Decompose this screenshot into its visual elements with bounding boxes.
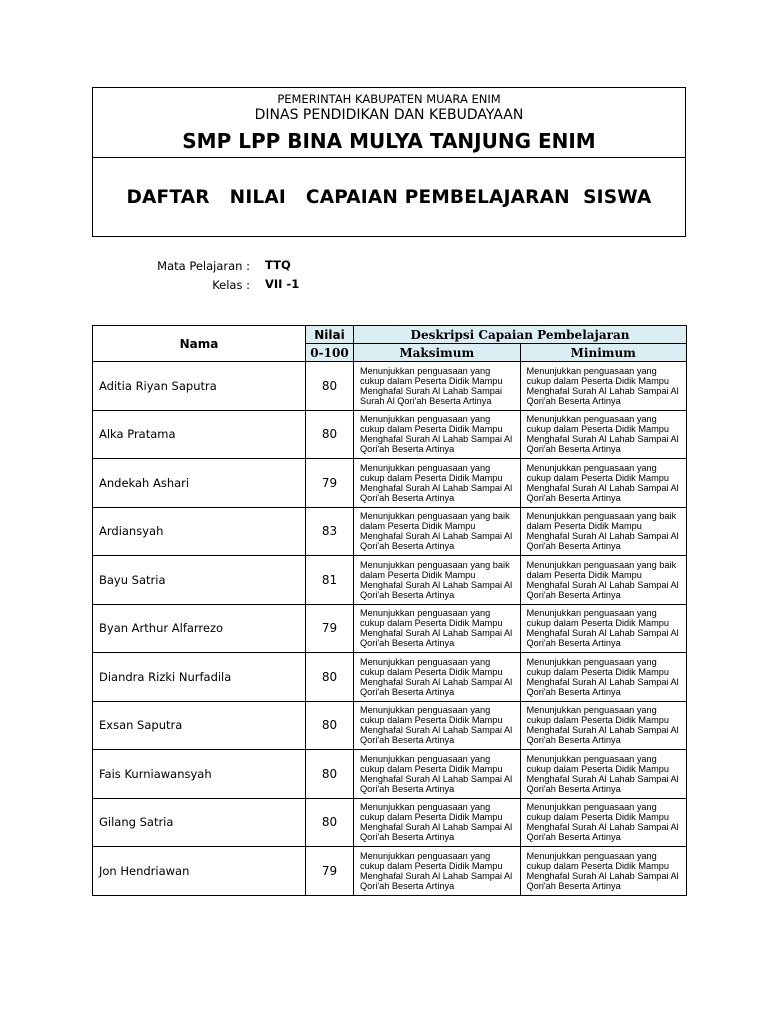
column-header-max: Maksimum — [354, 344, 521, 362]
description-min: Menunjukkan penguasaan yang cukup dalam Peserta Didik Mampu Menghafal Surah Al Lahab Sampai Al Qori'ah Beserta Artinya — [520, 847, 687, 896]
student-score: 80 — [306, 798, 354, 847]
student-name: Alka Pratama — [93, 410, 306, 459]
column-header-score-range: 0-100 — [306, 344, 354, 362]
column-header-min: Minimum — [520, 344, 687, 362]
description-max: Menunjukkan penguasaan yang cukup dalam Peserta Didik Mampu Menghafal Surah Al Lahab Sampai Al Qori'ah Beserta Artinya — [354, 750, 521, 799]
table-row — [93, 459, 687, 508]
student-score: 80 — [306, 701, 354, 750]
grades-table — [92, 325, 687, 896]
column-header-score: Nilai — [306, 326, 354, 344]
table-row — [93, 556, 687, 605]
description-max: Menunjukkan penguasaan yang baik dalam Peserta Didik Mampu Menghafal Surah Al Lahab Sampai Al Qori'ah Beserta Artinya — [354, 556, 521, 605]
student-name: Andekah Ashari — [93, 459, 306, 508]
document-title: DAFTAR NILAI CAPAIAN PEMBELAJARAN SISWA — [126, 186, 652, 208]
table-row — [93, 798, 687, 847]
subject-value: TTQ — [265, 258, 291, 272]
student-score: 80 — [306, 653, 354, 702]
student-name: Ardiansyah — [93, 507, 306, 556]
description-max: Menunjukkan penguasaan yang cukup dalam Peserta Didik Mampu Menghafal Surah Al Lahab Sampai Al Qori'ah Beserta Artinya — [354, 847, 521, 896]
table-row — [93, 410, 687, 459]
description-max: Menunjukkan penguasaan yang cukup dalam Peserta Didik Mampu Menghafal Surah Al Lahab Sampai Al Qori'ah Beserta Artinya — [354, 410, 521, 459]
student-name: Diandra Rizki Nurfadila — [93, 653, 306, 702]
description-min: Menunjukkan penguasaan yang cukup dalam Peserta Didik Mampu Menghafal Surah Al Lahab Sampai Al Qori'ah Beserta Artinya — [520, 653, 687, 702]
table-row — [93, 507, 687, 556]
class-value: VII -1 — [265, 277, 300, 291]
table-row — [93, 362, 687, 411]
subject-row — [0, 257, 768, 276]
student-score: 80 — [306, 410, 354, 459]
description-max: Menunjukkan penguasaan yang baik dalam Peserta Didik Mampu Menghafal Surah Al Lahab Sampai Al Qori'ah Beserta Artinya — [354, 507, 521, 556]
description-min: Menunjukkan penguasaan yang cukup dalam Peserta Didik Mampu Menghafal Surah Al Lahab Sampai Al Qori'ah Beserta Artinya — [520, 701, 687, 750]
description-min: Menunjukkan penguasaan yang cukup dalam Peserta Didik Mampu Menghafal Surah Al Lahab Sampai Al Qori'ah Beserta Artinya — [520, 798, 687, 847]
department-name: DINAS PENDIDIKAN DAN KEBUDAYAAN — [254, 107, 524, 123]
subject-info — [0, 257, 768, 295]
description-max: Menunjukkan penguasaan yang cukup dalam Peserta Didik Mampu Menghafal Surah Al Lahab Sampai Al Qori'ah Beserta Artinya — [354, 459, 521, 508]
class-row — [0, 276, 768, 295]
description-min: Menunjukkan penguasaan yang cukup dalam Peserta Didik Mampu Menghafal Surah Al Lahab Sampai Al Qori'ah Beserta Artinya — [520, 604, 687, 653]
description-max: Menunjukkan penguasaan yang cukup dalam Peserta Didik Mampu Menghafal Surah Al Lahab Sampai Al Qori'ah Beserta Artinya — [354, 798, 521, 847]
description-max: Menunjukkan penguasaan yang cukup dalam Peserta Didik Mampu Menghafal Surah Al Lahab Sampai Surah Al Qori'ah Beserta Artinya — [354, 362, 521, 411]
student-name: Byan Arthur Alfarrezo — [93, 604, 306, 653]
table-row — [93, 750, 687, 799]
government-name: PEMERINTAH KABUPATEN MUARA ENIM — [277, 92, 501, 106]
table-row — [93, 847, 687, 896]
header-row-1 — [93, 326, 687, 344]
title-area — [93, 158, 685, 236]
description-max: Menunjukkan penguasaan yang cukup dalam Peserta Didik Mampu Menghafal Surah Al Lahab Sampai Al Qori'ah Beserta Artinya — [354, 701, 521, 750]
subject-label: Mata Pelajaran : — [157, 259, 250, 273]
table-row — [93, 701, 687, 750]
class-label: Kelas : — [212, 278, 250, 292]
description-max: Menunjukkan penguasaan yang cukup dalam Peserta Didik Mampu Menghafal Surah Al Lahab Sampai Al Qori'ah Beserta Artinya — [354, 653, 521, 702]
student-name: Fais Kurniawansyah — [93, 750, 306, 799]
description-max: Menunjukkan penguasaan yang cukup dalam Peserta Didik Mampu Menghafal Surah Al Lahab Sampai Al Qori'ah Beserta Artinya — [354, 604, 521, 653]
student-score: 79 — [306, 604, 354, 653]
description-min: Menunjukkan penguasaan yang baik dalam Peserta Didik Mampu Menghafal Surah Al Lahab Sampai Al Qori'ah Beserta Artinya — [520, 556, 687, 605]
student-score: 79 — [306, 847, 354, 896]
description-min: Menunjukkan penguasaan yang cukup dalam Peserta Didik Mampu Menghafal Surah Al Lahab Sampai Al Qori'ah Beserta Artinya — [520, 410, 687, 459]
document-header — [92, 87, 686, 237]
column-header-name: Nama — [93, 326, 306, 362]
table-row — [93, 604, 687, 653]
student-name: Gilang Satria — [93, 798, 306, 847]
student-name: Exsan Saputra — [93, 701, 306, 750]
school-name: SMP LPP BINA MULYA TANJUNG ENIM — [182, 129, 596, 153]
student-name: Bayu Satria — [93, 556, 306, 605]
student-score: 81 — [306, 556, 354, 605]
column-header-description: Deskripsi Capaian Pembelajaran — [354, 326, 687, 344]
student-score: 79 — [306, 459, 354, 508]
student-name: Aditia Riyan Saputra — [93, 362, 306, 411]
description-min: Menunjukkan penguasaan yang cukup dalam Peserta Didik Mampu Menghafal Surah Al Lahab Sampai Al Qori'ah Beserta Artinya — [520, 459, 687, 508]
description-min: Menunjukkan penguasaan yang cukup dalam Peserta Didik Mampu Menghafal Surah Al Lahab Sampai Al Qori'ah Beserta Artinya — [520, 362, 687, 411]
student-name: Jon Hendriawan — [93, 847, 306, 896]
letterhead — [93, 88, 685, 158]
description-min: Menunjukkan penguasaan yang baik dalam Peserta Didik Mampu Menghafal Surah Al Lahab Sampai Al Qori'ah Beserta Artinya — [520, 507, 687, 556]
student-score: 83 — [306, 507, 354, 556]
description-min: Menunjukkan penguasaan yang cukup dalam Peserta Didik Mampu Menghafal Surah Al Lahab Sampai Al Qori'ah Beserta Artinya — [520, 750, 687, 799]
student-score: 80 — [306, 362, 354, 411]
table-row — [93, 653, 687, 702]
student-score: 80 — [306, 750, 354, 799]
